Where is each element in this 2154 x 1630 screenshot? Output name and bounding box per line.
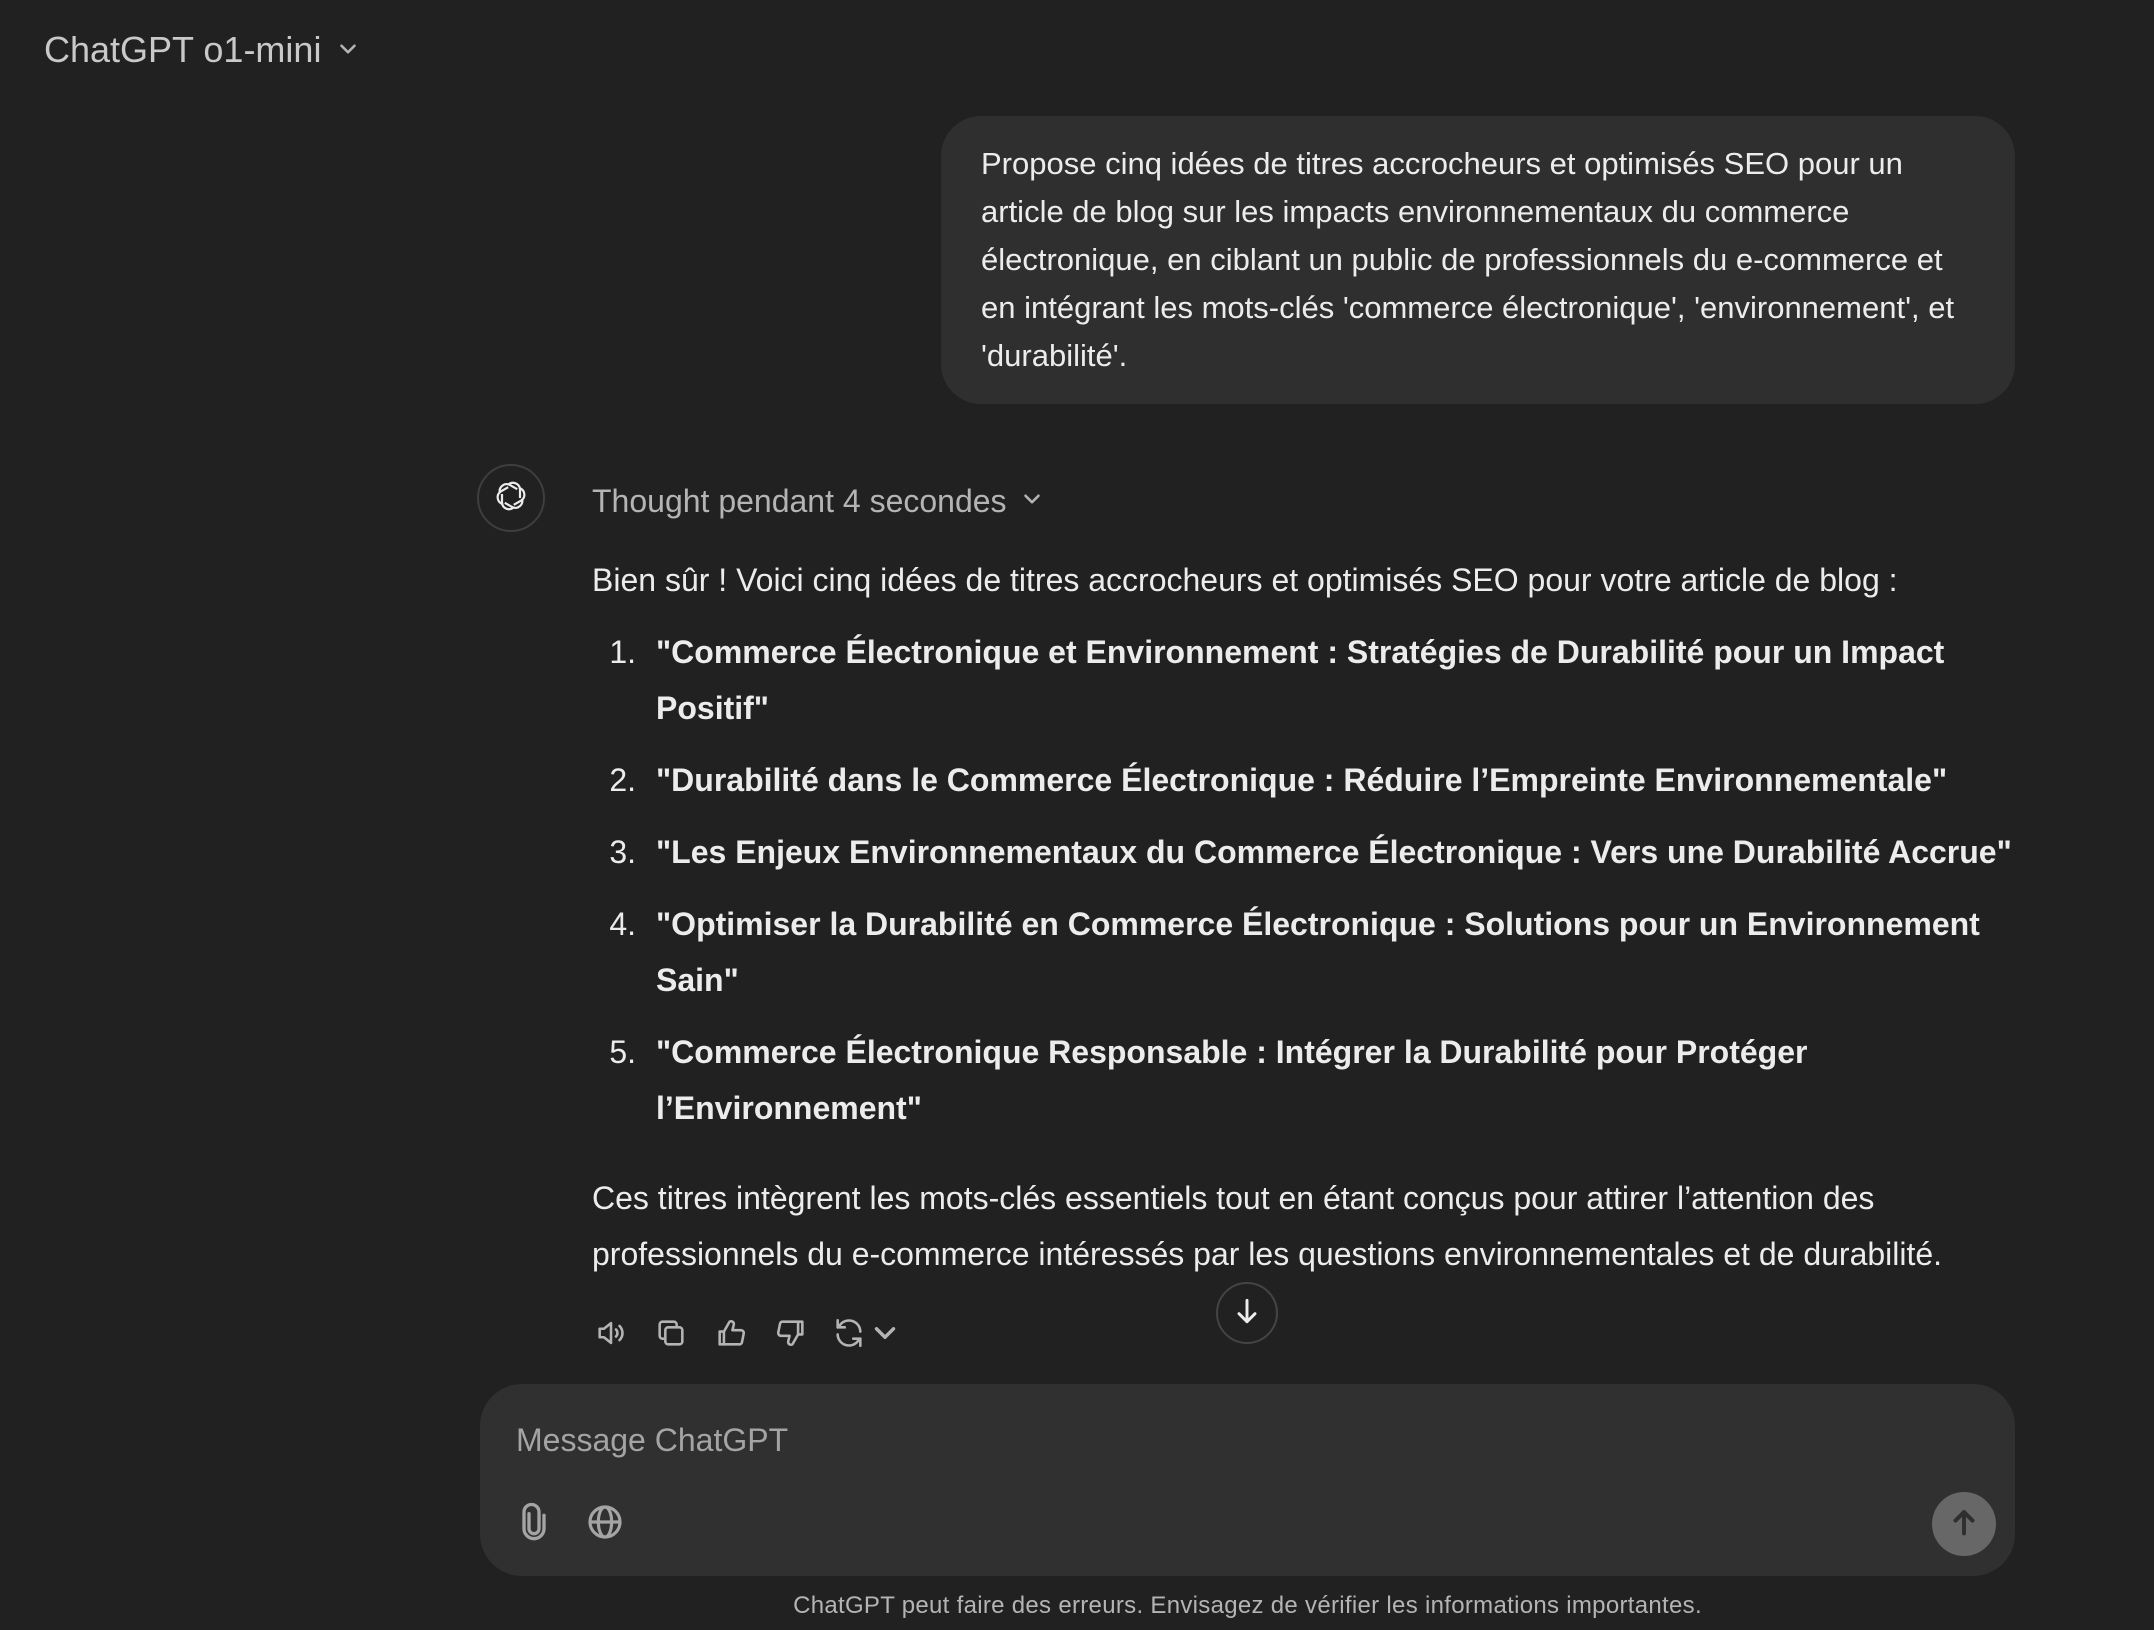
assistant-avatar: [477, 464, 545, 532]
disclaimer-text: ChatGPT peut faire des erreurs. Envisagez de vérifier les informations importantes.: [793, 1592, 1702, 1619]
globe-icon: [585, 1502, 625, 1547]
message-actions: [592, 1316, 902, 1354]
arrow-down-icon: [1231, 1295, 1263, 1332]
user-message-text: Propose cinq idées de titres accrocheurs et optimisés SEO pour un article de blog sur les impacts environnementaux du commerce électronique, en ciblant un public de professionnels du e-commerce et en intégrant les mots-clés 'commerce électronique', 'environnement', et 'durabilité'.: [981, 146, 1955, 373]
list-item-number: 5.: [609, 1034, 636, 1070]
openai-logo-icon: [491, 476, 531, 521]
model-name: ChatGPT o1-mini: [44, 29, 322, 70]
list-item-text: "Les Enjeux Environnementaux du Commerce Électronique : Vers une Durabilité Accrue": [656, 834, 2012, 870]
assistant-message: [592, 476, 2012, 1282]
list-item: [592, 624, 2012, 736]
thought-label: Thought pendant 4 secondes: [592, 482, 1007, 519]
send-button[interactable]: [1932, 1492, 1996, 1556]
message-composer: [480, 1384, 2015, 1576]
list-item-number: 3.: [609, 834, 636, 870]
message-input[interactable]: [516, 1410, 1916, 1470]
scroll-to-bottom-button[interactable]: [1216, 1282, 1278, 1344]
regenerate-button[interactable]: [832, 1316, 902, 1354]
list-item-number: 1.: [609, 634, 636, 670]
list-item: [592, 896, 2012, 1008]
list-item: [592, 824, 2012, 880]
list-item-text: "Commerce Électronique Responsable : Intégrer la Durabilité pour Protéger l’Environnement": [656, 1034, 1808, 1126]
copy-icon: [654, 1316, 688, 1355]
web-search-button[interactable]: [581, 1500, 629, 1548]
chevron-down-icon: [335, 29, 361, 71]
thumbs-down-button[interactable]: [772, 1316, 810, 1354]
thumbs-up-icon: [714, 1316, 748, 1355]
list-item-number: 4.: [609, 906, 636, 942]
read-aloud-button[interactable]: [592, 1316, 630, 1354]
regenerate-icon: [832, 1316, 866, 1355]
send-arrow-icon: [1947, 1505, 1981, 1544]
assistant-intro: Bien sûr ! Voici cinq idées de titres accrocheurs et optimisés SEO pour votre article de blog :: [592, 562, 1898, 598]
list-item-text: "Durabilité dans le Commerce Électronique : Réduire l’Empreinte Environnementale": [656, 762, 1948, 798]
title-list: [592, 624, 2012, 1136]
assistant-outro: Ces titres intègrent les mots-clés essentiels tout en étant conçus pour attirer l’attention des professionnels du e-commerce intéressés par les questions environnementales et de durabilité.: [592, 1180, 1943, 1272]
user-message-bubble: [941, 116, 2015, 404]
thought-toggle[interactable]: [592, 476, 2012, 526]
thumbs-up-button[interactable]: [712, 1316, 750, 1354]
attach-button[interactable]: [510, 1500, 558, 1548]
paperclip-icon: [514, 1502, 554, 1547]
list-item: [592, 752, 2012, 808]
list-item-text: "Optimiser la Durabilité en Commerce Électronique : Solutions pour un Environnement Sain": [656, 906, 1980, 998]
list-item-text: "Commerce Électronique et Environnement : Stratégies de Durabilité pour un Impact Positif": [656, 634, 1945, 726]
read-aloud-icon: [594, 1316, 628, 1355]
model-switcher[interactable]: [44, 26, 361, 74]
list-item: [592, 1024, 2012, 1136]
copy-button[interactable]: [652, 1316, 690, 1354]
list-item-number: 2.: [609, 762, 636, 798]
chevron-down-icon: [1019, 482, 1045, 520]
chevron-down-icon: [868, 1316, 902, 1355]
thumbs-down-icon: [774, 1316, 808, 1355]
